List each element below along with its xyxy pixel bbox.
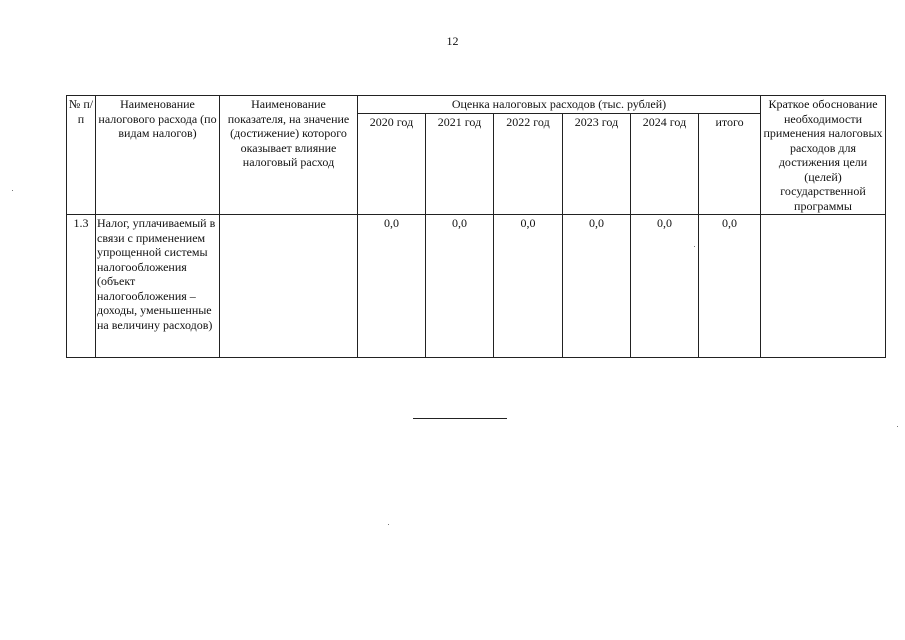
header-justification: Краткое обоснование необходимости применения налоговых расходов для достижения цели (целей) государственной программы <box>761 96 886 215</box>
scan-speck <box>694 246 695 247</box>
end-separator-line <box>413 418 507 419</box>
row-tax-name: Налог, уплачиваемый в связи с применением упрощенной системы налогообложения (объект налогообложения – доходы, уменьшенные на величину расходов) <box>96 215 220 358</box>
tax-expenditure-table <box>66 95 886 358</box>
header-number: № п/п <box>67 96 96 215</box>
table-row <box>67 215 886 358</box>
header-year-2023: 2023 год <box>563 113 631 214</box>
header-tax-name: Наименование налогового расхода (по видам налогов) <box>96 96 220 215</box>
row-number: 1.3 <box>67 215 96 358</box>
row-indicator <box>220 215 358 358</box>
header-year-2020: 2020 год <box>358 113 426 214</box>
header-total: итого <box>699 113 761 214</box>
row-value-2024: 0,0 <box>631 215 699 358</box>
header-indicator: Наименование показателя, на значение (достижение) которого оказывает влияние налоговый расход <box>220 96 358 215</box>
row-value-2022: 0,0 <box>494 215 563 358</box>
row-justification <box>761 215 886 358</box>
scan-speck <box>897 426 898 427</box>
scan-speck <box>388 524 389 525</box>
header-estimate-group: Оценка налоговых расходов (тыс. рублей) <box>358 96 761 114</box>
row-value-2023: 0,0 <box>563 215 631 358</box>
scan-speck <box>12 190 13 191</box>
header-year-2021: 2021 год <box>426 113 494 214</box>
table-header-row <box>67 96 886 114</box>
row-value-2021: 0,0 <box>426 215 494 358</box>
page-number: 12 <box>446 34 459 48</box>
header-year-2024: 2024 год <box>631 113 699 214</box>
row-value-2020: 0,0 <box>358 215 426 358</box>
header-year-2022: 2022 год <box>494 113 563 214</box>
row-value-total: 0,0 <box>699 215 761 358</box>
